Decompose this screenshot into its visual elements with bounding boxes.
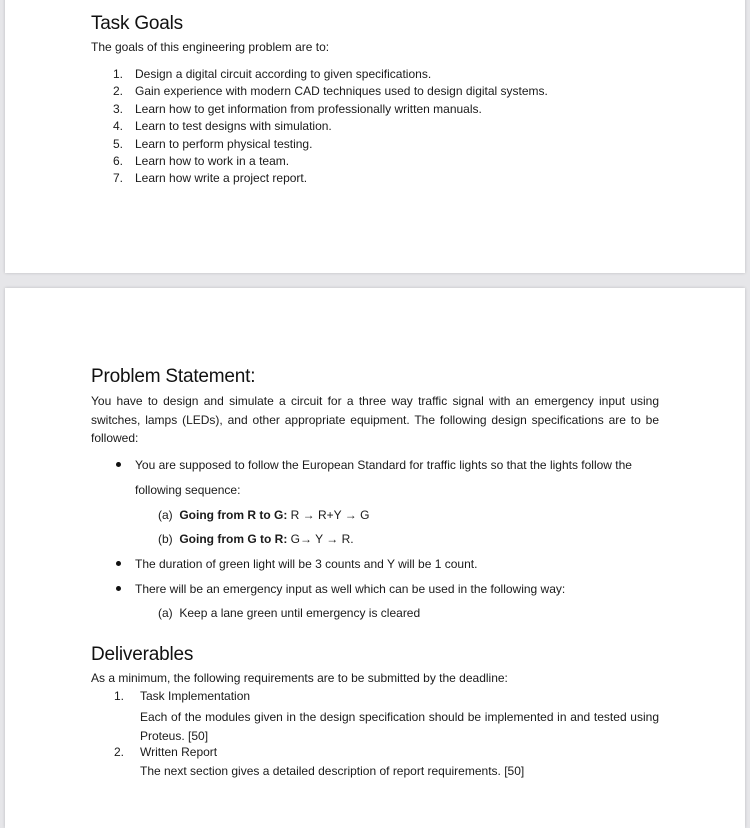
deliverable-1-number: 1. <box>113 689 124 703</box>
deliverable-2-description: The next section gives a detailed description of report requirements. [50] <box>140 764 525 778</box>
goal-number: 6. <box>112 154 123 168</box>
goal-item-text: Learn how to get information from professionally written manuals. <box>135 101 482 116</box>
sub-item-a <box>158 508 369 522</box>
document-page-1 <box>5 0 745 273</box>
deliverable-2-title: Written Report <box>140 745 218 759</box>
sub-item-a-label: (a) <box>158 508 173 522</box>
task-goals-intro: The goals of this engineering problem are to: <box>91 40 330 54</box>
task-goals-heading: Task Goals <box>91 13 183 34</box>
sub-item-b-text: G→ Y → R. <box>290 532 354 546</box>
bullet-marker <box>116 561 121 566</box>
bullet-3-text: There will be an emergency input as well which can be used in the following way: <box>135 582 566 596</box>
goal-number: 3. <box>112 101 123 116</box>
deliverable-1-title: Task Implementation <box>140 689 251 703</box>
problem-statement-heading: Problem Statement: <box>91 366 256 387</box>
sub-item-b-label: (b) <box>158 532 173 546</box>
sub-item-c-text: Keep a lane green until emergency is cleared <box>179 606 421 620</box>
bullet-1-line-1: You are supposed to follow the European Standard for traffic lights so that the lights follow the <box>135 458 632 472</box>
bullet-marker <box>116 586 121 591</box>
deliverable-1-description: Each of the modules given in the design specification should be implemented in and tested using Proteus. [50] <box>140 710 659 743</box>
goal-item-text: Design a digital circuit according to given specifications. <box>135 67 432 81</box>
problem-statement-intro: You have to design and simulate a circuit for a three way traffic signal with an emergency input using switches, lamps (LEDs), and other appropriate equipment. The following design specifications are to be followed: <box>91 394 659 445</box>
goal-number: 2. <box>112 84 123 99</box>
goal-item-text: Learn how to work in a team. <box>135 154 290 168</box>
goal-number: 4. <box>112 119 123 134</box>
document-page-2 <box>5 288 745 828</box>
sub-item-b-bold: Going from G to R: <box>179 532 288 546</box>
goal-number: 1. <box>112 67 123 81</box>
bullet-2-text: The duration of green light will be 3 counts and Y will be 1 count. <box>135 557 478 571</box>
goal-item-text: Gain experience with modern CAD techniques used to design digital systems. <box>135 84 548 99</box>
sub-item-c-label: (a) <box>158 606 173 620</box>
sub-item-a-bold: Going from R to G: <box>179 508 288 522</box>
sub-item-a-text: R → R+Y → G <box>290 508 370 522</box>
goal-number: 5. <box>112 136 123 151</box>
goal-item-text: Learn to perform physical testing. <box>135 136 313 151</box>
goal-item-text: Learn how write a project report. <box>135 171 308 186</box>
bullet-marker <box>116 462 121 467</box>
deliverable-2-number: 2. <box>113 745 124 759</box>
sub-item-c <box>158 606 420 620</box>
deliverables-intro: As a minimum, the following requirements are to be submitted by the deadline: <box>91 671 508 685</box>
sub-item-b <box>158 532 354 546</box>
goal-item-text: Learn to test designs with simulation. <box>135 119 332 134</box>
goal-number: 7. <box>112 171 123 186</box>
deliverables-heading: Deliverables <box>91 644 194 665</box>
bullet-1-line-2: following sequence: <box>135 483 241 497</box>
